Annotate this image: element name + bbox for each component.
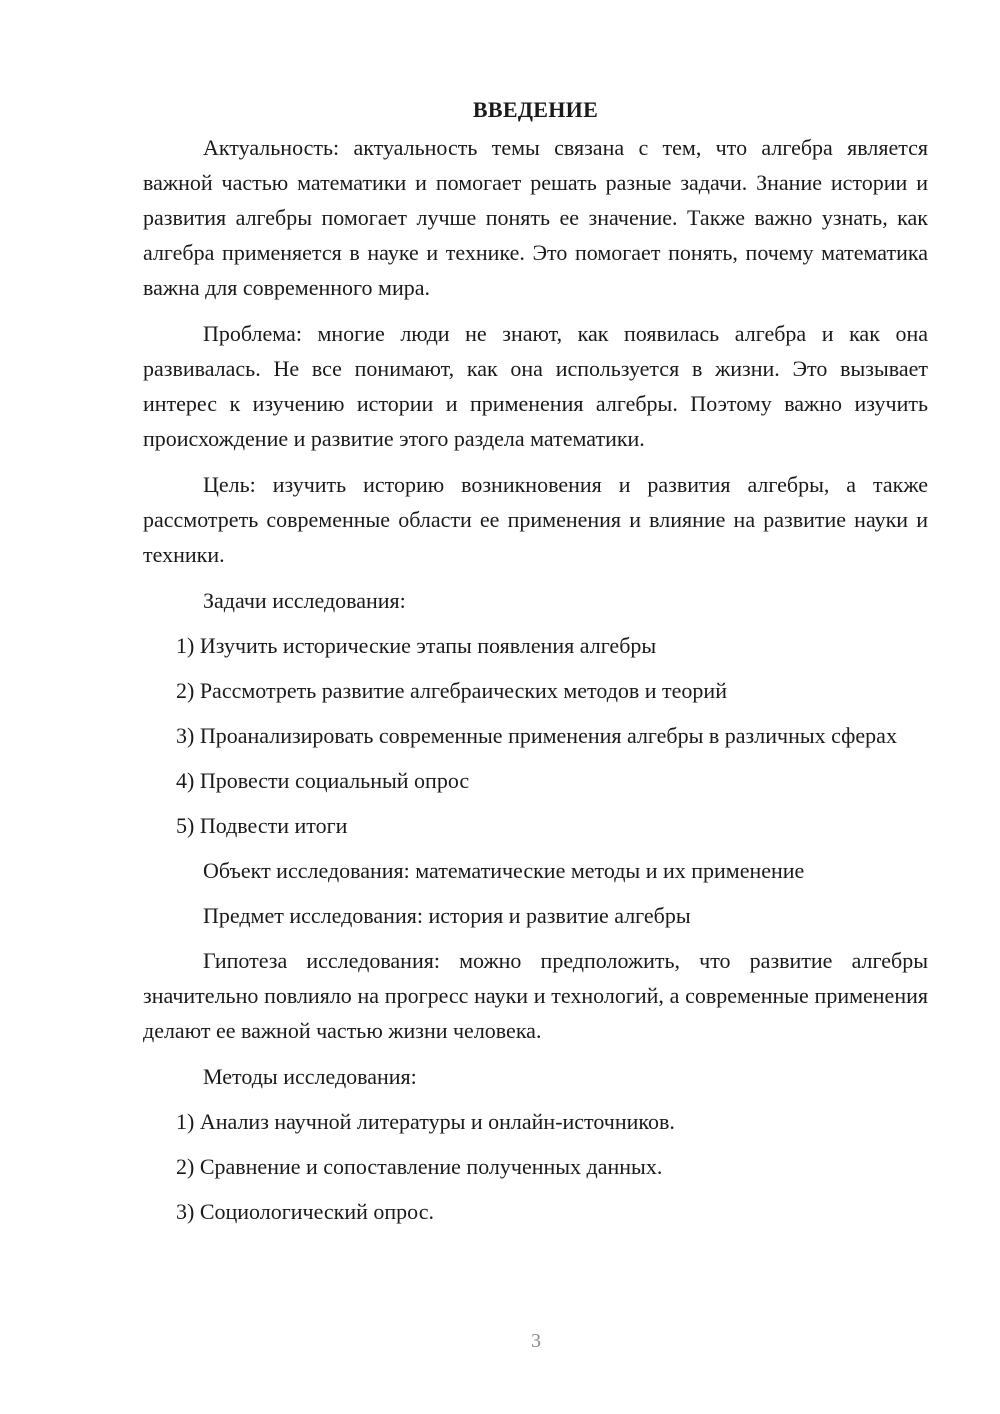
hypothesis-paragraph: Гипотеза исследования: можно предположить, что развитие алгебры значительно повлияло на прогресс науки и технологий, а современные применения делают ее важной частью жизни человека. (143, 948, 928, 1043)
goal-paragraph: Цель: изучить историю возникновения и развития алгебры, а также рассмотреть современные области ее применения и влияние на развитие науки и техники. (143, 472, 928, 567)
task-item: 5) Подвести итоги (176, 813, 348, 838)
task-item: 1) Изучить исторические этапы появления алгебры (176, 633, 657, 658)
task-item: 4) Провести социальный опрос (176, 768, 470, 793)
page-number: 3 (531, 1330, 541, 1352)
task-item: 2) Рассмотреть развитие алгебраических методов и теорий (176, 678, 727, 703)
tasks-heading: Задачи исследования: (203, 588, 406, 613)
research-subject: Предмет исследования: история и развитие алгебры (203, 903, 691, 928)
method-item: 2) Сравнение и сопоставление полученных данных. (176, 1154, 663, 1179)
method-item: 1) Анализ научной литературы и онлайн-источников. (176, 1109, 675, 1134)
methods-heading: Методы исследования: (203, 1064, 417, 1089)
method-item: 3) Социологический опрос. (176, 1199, 434, 1224)
page-title: ВВЕДЕНИЕ (472, 97, 599, 122)
task-item: 3) Проанализировать современные применения алгебры в различных сферах (176, 723, 897, 748)
relevance-paragraph: Актуальность: актуальность темы связана с тем, что алгебра является важной частью математики и помогает решать разные задачи. Знание истории и развития алгебры помогает лучше понять ее значение. Также важно узнать, как алгебра применяется в науке и технике. Это помогает понять, почему математика важна для современного мира. (143, 135, 928, 300)
document-page (143, 92, 928, 1239)
problem-paragraph: Проблема: многие люди не знают, как появилась алгебра и как она развивалась. Не все понимают, как она используется в жизни. Это вызывает интерес к изучению истории и применения алгебры. Поэтому важно изучить происхождение и развитие этого раздела математики. (143, 321, 928, 451)
research-object: Объект исследования: математические методы и их применение (203, 858, 805, 883)
